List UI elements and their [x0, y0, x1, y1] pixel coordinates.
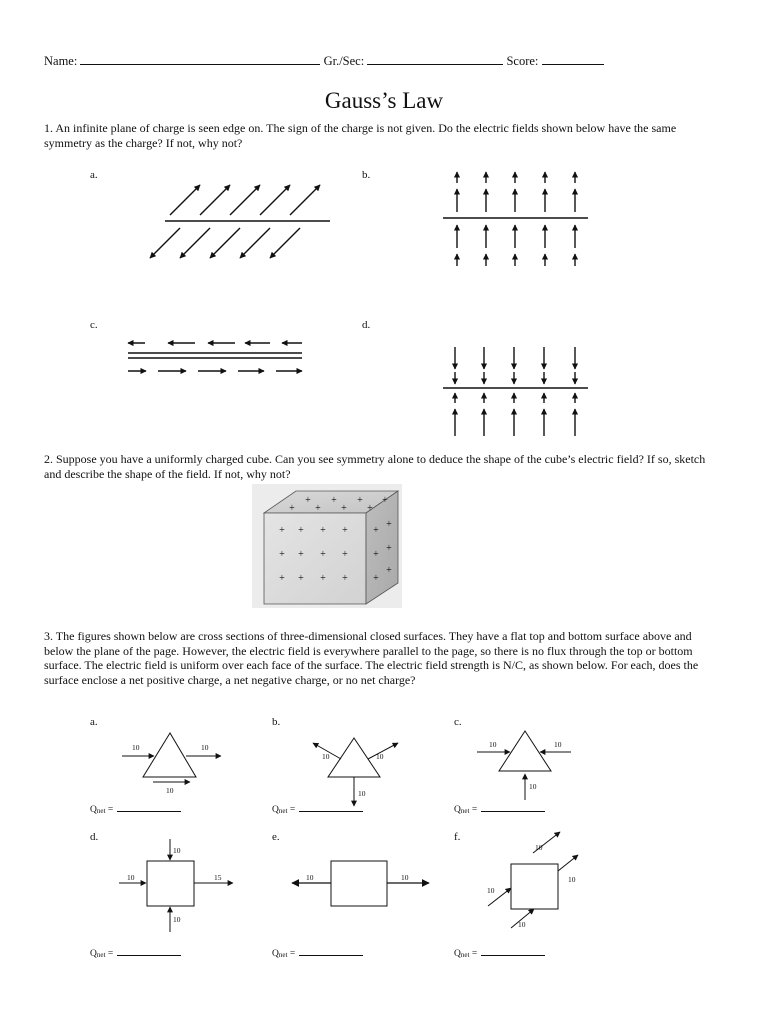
- q3-figure-a: [122, 733, 221, 782]
- svg-text:+: +: [279, 573, 285, 584]
- svg-text:10: 10: [306, 873, 314, 882]
- q3-figure-b: [313, 738, 398, 806]
- question-2-text: 2. Suppose you have a uniformly charged cube. Can you see symmetry alone to deduce the shape of the cube’s electric field? If so, sketch and describe the shape of the field. If not, why not?: [44, 452, 706, 481]
- q3-label-d: d.: [90, 831, 99, 843]
- svg-text:+: +: [298, 549, 304, 560]
- svg-text:+: +: [320, 573, 326, 584]
- svg-text:+: +: [373, 549, 379, 560]
- svg-text:10: 10: [322, 752, 330, 761]
- svg-text:+: +: [298, 525, 304, 536]
- svg-text:+: +: [320, 549, 326, 560]
- q1-label-c: c.: [90, 319, 98, 331]
- q3-label-b: b.: [272, 716, 281, 728]
- q1-label-d: d.: [362, 319, 371, 331]
- svg-text:15: 15: [214, 873, 222, 882]
- svg-text:10: 10: [401, 873, 409, 882]
- name-label: Name:: [44, 54, 78, 68]
- svg-text:+: +: [305, 495, 311, 506]
- q1-figure-d: [443, 347, 588, 436]
- svg-text:+: +: [320, 525, 326, 536]
- q1-figure-a: [150, 185, 330, 258]
- q3-label-a: a.: [90, 716, 98, 728]
- svg-text:10: 10: [358, 789, 366, 798]
- svg-text:10: 10: [518, 920, 526, 929]
- svg-text:+: +: [315, 503, 321, 514]
- svg-text:10: 10: [489, 740, 497, 749]
- qnet-answer-d[interactable]: $Q_{net}$ =: [90, 948, 181, 959]
- q1-label-a: a.: [90, 169, 98, 181]
- svg-text:+: +: [373, 573, 379, 584]
- svg-text:10: 10: [487, 886, 495, 895]
- svg-text:10: 10: [568, 875, 576, 884]
- grsec-label: Gr./Sec:: [323, 54, 365, 68]
- q1-figure-b: [443, 172, 588, 266]
- q3-figure-e: [292, 861, 429, 906]
- question-3-text: 3. The figures shown below are cross sections of three-dimensional closed surfaces. They have a flat top and bottom surface above and below the plane of the page. However, the electric field is everywhere parallel to the page, so there is no flux through the top or bottom surface. The electric field is uniform over each face of the surface. The electric field strength is N/C, as shown below. For each, does the surface enclose a net positive charge, a net negative charge, or no net charge?: [44, 629, 699, 687]
- score-label: Score:: [506, 54, 539, 68]
- q3-label-f: f.: [454, 831, 461, 843]
- svg-text:10: 10: [535, 843, 543, 852]
- svg-text:10: 10: [529, 782, 537, 791]
- svg-text:+: +: [382, 495, 388, 506]
- svg-text:+: +: [279, 525, 285, 536]
- q3-label-e: e.: [272, 831, 280, 843]
- svg-text:+: +: [386, 519, 392, 530]
- svg-text:10: 10: [376, 752, 384, 761]
- qnet-answer-e[interactable]: $Q_{net}$ =: [272, 948, 363, 959]
- svg-text:+: +: [342, 525, 348, 536]
- svg-text:+: +: [331, 495, 337, 506]
- q1-label-b: b.: [362, 169, 371, 181]
- svg-text:10: 10: [132, 743, 140, 752]
- qnet-answer-b[interactable]: $Q_{net}$ =: [272, 804, 363, 815]
- svg-text:+: +: [342, 573, 348, 584]
- svg-text:10: 10: [201, 743, 209, 752]
- q3-figure-f: [488, 832, 578, 928]
- svg-text:10: 10: [127, 873, 135, 882]
- page-title: Gauss’s Law: [324, 88, 444, 113]
- svg-text:+: +: [386, 543, 392, 554]
- svg-text:10: 10: [173, 915, 181, 924]
- qnet-answer-f[interactable]: $Q_{net}$ =: [454, 948, 545, 959]
- svg-text:10: 10: [166, 786, 174, 795]
- q2-cube: [252, 484, 402, 608]
- qnet-answer-a[interactable]: $Q_{net}$ =: [90, 804, 181, 815]
- svg-text:10: 10: [554, 740, 562, 749]
- question-1-text: 1. An infinite plane of charge is seen edge on. The sign of the charge is not given. Do the electric fields shown below have the same symmetry as the charge? If not, why not?: [44, 121, 677, 150]
- svg-text:+: +: [357, 495, 363, 506]
- svg-text:+: +: [386, 565, 392, 576]
- qnet-answer-c[interactable]: $Q_{net}$ =: [454, 804, 545, 815]
- q1-figure-c: [128, 343, 302, 371]
- svg-text:+: +: [279, 549, 285, 560]
- svg-text:10: 10: [173, 846, 181, 855]
- svg-text:+: +: [342, 549, 348, 560]
- svg-text:+: +: [367, 503, 373, 514]
- svg-text:+: +: [373, 525, 379, 536]
- svg-text:+: +: [289, 503, 295, 514]
- svg-text:+: +: [298, 573, 304, 584]
- q3-label-c: c.: [454, 716, 462, 728]
- svg-text:+: +: [341, 503, 347, 514]
